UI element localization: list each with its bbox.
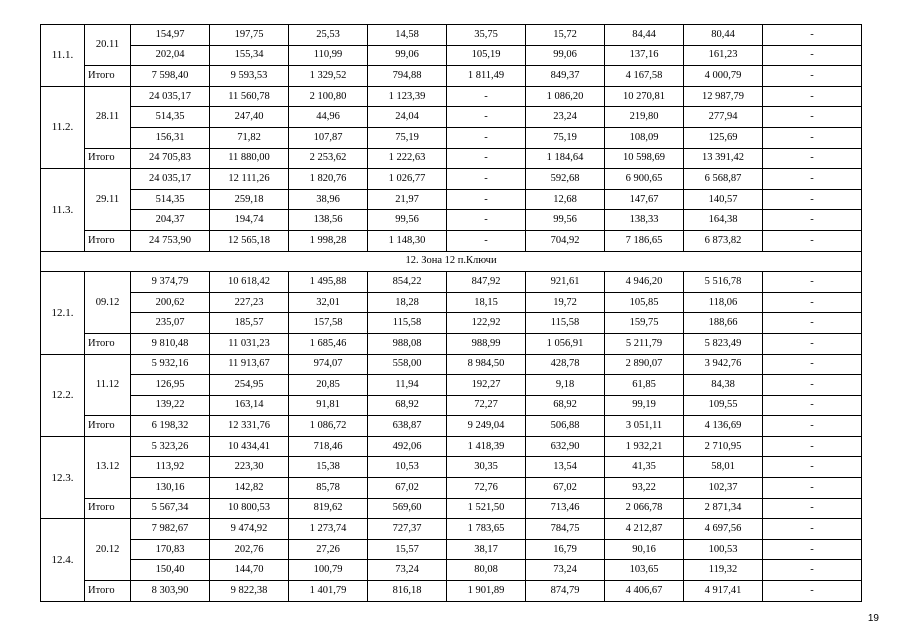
total-label: Итого — [85, 581, 131, 602]
value-cell: 1 820,76 — [289, 169, 368, 190]
value-cell: 14,58 — [368, 25, 447, 46]
value-cell: 24 035,17 — [131, 86, 210, 107]
total-value-cell: 988,99 — [447, 333, 526, 354]
total-label: Итого — [85, 66, 131, 87]
section-row — [41, 251, 862, 272]
value-cell: 20,85 — [289, 375, 368, 396]
value-cell: 514,35 — [131, 107, 210, 128]
value-cell: 155,34 — [210, 45, 289, 66]
value-cell: 1 123,39 — [368, 86, 447, 107]
data-table — [40, 24, 862, 602]
value-cell: 68,92 — [526, 395, 605, 416]
value-cell: 15,72 — [526, 25, 605, 46]
value-cell: 99,06 — [368, 45, 447, 66]
value-cell: 5 516,78 — [684, 272, 763, 293]
total-value-cell: 1 998,28 — [289, 230, 368, 251]
value-cell: 137,16 — [605, 45, 684, 66]
total-value-cell: 5 567,34 — [131, 498, 210, 519]
value-cell: 4 697,56 — [684, 519, 763, 540]
total-value-cell: 9 822,38 — [210, 581, 289, 602]
value-cell: 18,28 — [368, 292, 447, 313]
date-cell: 20.11 — [85, 25, 131, 66]
table-row — [41, 519, 862, 540]
total-value-cell: 12 331,76 — [210, 416, 289, 437]
value-cell: 974,07 — [289, 354, 368, 375]
value-cell: 142,82 — [210, 478, 289, 499]
value-cell: 854,22 — [368, 272, 447, 293]
total-value-cell: 10 800,53 — [210, 498, 289, 519]
total-row — [41, 148, 862, 169]
total-value-cell: 1 056,91 — [526, 333, 605, 354]
value-cell: 718,46 — [289, 436, 368, 457]
value-cell: 118,06 — [684, 292, 763, 313]
value-cell: 3 942,76 — [684, 354, 763, 375]
value-cell: 428,78 — [526, 354, 605, 375]
table-body — [41, 25, 862, 602]
total-value-cell: - — [763, 498, 862, 519]
value-cell: 219,80 — [605, 107, 684, 128]
value-cell: 85,78 — [289, 478, 368, 499]
value-cell: 157,58 — [289, 313, 368, 334]
total-row — [41, 66, 862, 87]
value-cell: - — [763, 457, 862, 478]
value-cell: 115,58 — [368, 313, 447, 334]
table-row — [41, 313, 862, 334]
total-value-cell: - — [763, 581, 862, 602]
value-cell: - — [763, 395, 862, 416]
table-row — [41, 107, 862, 128]
total-value-cell: - — [447, 230, 526, 251]
value-cell: - — [763, 272, 862, 293]
total-value-cell: 638,87 — [368, 416, 447, 437]
value-cell: 154,97 — [131, 25, 210, 46]
value-cell: 21,97 — [368, 189, 447, 210]
value-cell: 30,35 — [447, 457, 526, 478]
table-row — [41, 127, 862, 148]
value-cell: 1 273,74 — [289, 519, 368, 540]
total-value-cell: 12 565,18 — [210, 230, 289, 251]
table-row — [41, 436, 862, 457]
value-cell: 84,38 — [684, 375, 763, 396]
table-row — [41, 560, 862, 581]
total-value-cell: 2 871,34 — [684, 498, 763, 519]
value-cell: - — [447, 86, 526, 107]
total-value-cell: - — [447, 148, 526, 169]
value-cell: 15,38 — [289, 457, 368, 478]
value-cell: 75,19 — [526, 127, 605, 148]
value-cell: 126,95 — [131, 375, 210, 396]
total-value-cell: 4 167,58 — [605, 66, 684, 87]
total-value-cell: 9 593,53 — [210, 66, 289, 87]
value-cell: 254,95 — [210, 375, 289, 396]
total-value-cell: - — [763, 416, 862, 437]
value-cell: - — [763, 127, 862, 148]
total-value-cell: 10 598,69 — [605, 148, 684, 169]
value-cell: 514,35 — [131, 189, 210, 210]
value-cell: 72,27 — [447, 395, 526, 416]
value-cell: 10 434,41 — [210, 436, 289, 457]
value-cell: 192,27 — [447, 375, 526, 396]
value-cell: - — [763, 189, 862, 210]
total-value-cell: 1 184,64 — [526, 148, 605, 169]
table-row — [41, 210, 862, 231]
total-value-cell: - — [763, 230, 862, 251]
value-cell: 119,32 — [684, 560, 763, 581]
total-value-cell: 6 198,32 — [131, 416, 210, 437]
value-cell: 122,92 — [447, 313, 526, 334]
value-cell: 202,76 — [210, 539, 289, 560]
value-cell: 130,16 — [131, 478, 210, 499]
total-value-cell: 1 901,89 — [447, 581, 526, 602]
row-id: 12.1. — [41, 272, 85, 354]
value-cell: 4 212,87 — [605, 519, 684, 540]
total-value-cell: 713,46 — [526, 498, 605, 519]
value-cell: 5 323,26 — [131, 436, 210, 457]
value-cell: 99,06 — [526, 45, 605, 66]
value-cell: 11 560,78 — [210, 86, 289, 107]
table-row — [41, 539, 862, 560]
value-cell: 68,92 — [368, 395, 447, 416]
row-id: 11.1. — [41, 25, 85, 87]
table-row — [41, 375, 862, 396]
value-cell: 41,35 — [605, 457, 684, 478]
row-id: 12.4. — [41, 519, 85, 601]
value-cell: 492,06 — [368, 436, 447, 457]
value-cell: 140,57 — [684, 189, 763, 210]
total-value-cell: 874,79 — [526, 581, 605, 602]
value-cell: - — [763, 354, 862, 375]
value-cell: 9 474,92 — [210, 519, 289, 540]
total-value-cell: 11 880,00 — [210, 148, 289, 169]
value-cell: 102,37 — [684, 478, 763, 499]
total-value-cell: 3 051,11 — [605, 416, 684, 437]
value-cell: 11,94 — [368, 375, 447, 396]
table-row — [41, 457, 862, 478]
value-cell: 558,00 — [368, 354, 447, 375]
value-cell: 247,40 — [210, 107, 289, 128]
value-cell: 93,22 — [605, 478, 684, 499]
value-cell: 58,01 — [684, 457, 763, 478]
total-label: Итого — [85, 333, 131, 354]
value-cell: 10 618,42 — [210, 272, 289, 293]
date-cell: 29.11 — [85, 169, 131, 231]
value-cell: 139,22 — [131, 395, 210, 416]
table-row — [41, 354, 862, 375]
value-cell: - — [763, 86, 862, 107]
total-value-cell: 24 705,83 — [131, 148, 210, 169]
date-cell: 11.12 — [85, 354, 131, 416]
total-value-cell: 8 303,90 — [131, 581, 210, 602]
value-cell: 632,90 — [526, 436, 605, 457]
value-cell: 1 026,77 — [368, 169, 447, 190]
total-row — [41, 498, 862, 519]
value-cell: - — [447, 127, 526, 148]
total-value-cell: 819,62 — [289, 498, 368, 519]
value-cell: 100,53 — [684, 539, 763, 560]
section-title: 12. Зона 12 п.Ключи — [41, 251, 862, 272]
date-cell: 09.12 — [85, 272, 131, 334]
value-cell: 103,65 — [605, 560, 684, 581]
value-cell: 67,02 — [368, 478, 447, 499]
total-value-cell: 11 031,23 — [210, 333, 289, 354]
value-cell: 15,57 — [368, 539, 447, 560]
total-value-cell: 9 249,04 — [447, 416, 526, 437]
value-cell: 105,19 — [447, 45, 526, 66]
total-value-cell: 5 211,79 — [605, 333, 684, 354]
value-cell: 105,85 — [605, 292, 684, 313]
value-cell: 784,75 — [526, 519, 605, 540]
value-cell: - — [447, 210, 526, 231]
value-cell: 921,61 — [526, 272, 605, 293]
total-value-cell: 7 186,65 — [605, 230, 684, 251]
value-cell: 80,44 — [684, 25, 763, 46]
value-cell: 24 035,17 — [131, 169, 210, 190]
value-cell: 71,82 — [210, 127, 289, 148]
value-cell: 38,17 — [447, 539, 526, 560]
value-cell: 7 982,67 — [131, 519, 210, 540]
total-value-cell: 24 753,90 — [131, 230, 210, 251]
value-cell: 159,75 — [605, 313, 684, 334]
value-cell: 73,24 — [526, 560, 605, 581]
value-cell: 38,96 — [289, 189, 368, 210]
total-value-cell: 569,60 — [368, 498, 447, 519]
value-cell: 16,79 — [526, 539, 605, 560]
value-cell: 1 495,88 — [289, 272, 368, 293]
total-value-cell: 1 148,30 — [368, 230, 447, 251]
value-cell: 6 900,65 — [605, 169, 684, 190]
total-value-cell: - — [763, 333, 862, 354]
value-cell: - — [447, 189, 526, 210]
total-row — [41, 230, 862, 251]
total-label: Итого — [85, 148, 131, 169]
value-cell: 188,66 — [684, 313, 763, 334]
total-row — [41, 416, 862, 437]
value-cell: 99,56 — [526, 210, 605, 231]
total-value-cell: 4 136,69 — [684, 416, 763, 437]
value-cell: 277,94 — [684, 107, 763, 128]
value-cell: 67,02 — [526, 478, 605, 499]
total-value-cell: 506,88 — [526, 416, 605, 437]
total-label: Итого — [85, 416, 131, 437]
total-label: Итого — [85, 230, 131, 251]
date-cell: 13.12 — [85, 436, 131, 498]
total-value-cell: 2 066,78 — [605, 498, 684, 519]
value-cell: 13,54 — [526, 457, 605, 478]
value-cell: 2 100,80 — [289, 86, 368, 107]
total-value-cell: 988,08 — [368, 333, 447, 354]
row-id: 12.2. — [41, 354, 85, 436]
value-cell: 108,09 — [605, 127, 684, 148]
total-value-cell: 1 222,63 — [368, 148, 447, 169]
total-value-cell: 704,92 — [526, 230, 605, 251]
value-cell: 161,23 — [684, 45, 763, 66]
value-cell: 2 890,07 — [605, 354, 684, 375]
total-row — [41, 333, 862, 354]
value-cell: 19,72 — [526, 292, 605, 313]
total-value-cell: - — [763, 148, 862, 169]
value-cell: 4 946,20 — [605, 272, 684, 293]
table-row — [41, 86, 862, 107]
total-value-cell: 1 401,79 — [289, 581, 368, 602]
value-cell: 18,15 — [447, 292, 526, 313]
value-cell: - — [763, 436, 862, 457]
value-cell: 847,92 — [447, 272, 526, 293]
value-cell: 109,55 — [684, 395, 763, 416]
value-cell: 197,75 — [210, 25, 289, 46]
total-value-cell: - — [763, 66, 862, 87]
value-cell: 107,87 — [289, 127, 368, 148]
value-cell: 9,18 — [526, 375, 605, 396]
value-cell: 259,18 — [210, 189, 289, 210]
total-value-cell: 816,18 — [368, 581, 447, 602]
value-cell: 61,85 — [605, 375, 684, 396]
value-cell: 200,62 — [131, 292, 210, 313]
value-cell: 10,53 — [368, 457, 447, 478]
row-id: 11.2. — [41, 86, 85, 168]
total-label: Итого — [85, 498, 131, 519]
value-cell: 27,26 — [289, 539, 368, 560]
table-row — [41, 292, 862, 313]
value-cell: - — [447, 107, 526, 128]
row-id: 11.3. — [41, 169, 85, 251]
value-cell: 1 086,20 — [526, 86, 605, 107]
value-cell: 80,08 — [447, 560, 526, 581]
value-cell: 75,19 — [368, 127, 447, 148]
table-row — [41, 395, 862, 416]
total-value-cell: 849,37 — [526, 66, 605, 87]
total-value-cell: 1 329,52 — [289, 66, 368, 87]
value-cell: 156,31 — [131, 127, 210, 148]
value-cell: - — [763, 169, 862, 190]
value-cell: 170,83 — [131, 539, 210, 560]
value-cell: 11 913,67 — [210, 354, 289, 375]
value-cell: 100,79 — [289, 560, 368, 581]
value-cell: 8 984,50 — [447, 354, 526, 375]
value-cell: 6 568,87 — [684, 169, 763, 190]
table-row — [41, 45, 862, 66]
value-cell: 144,70 — [210, 560, 289, 581]
value-cell: 110,99 — [289, 45, 368, 66]
total-value-cell: 2 253,62 — [289, 148, 368, 169]
row-id: 12.3. — [41, 436, 85, 518]
value-cell: 35,75 — [447, 25, 526, 46]
page-number: 19 — [867, 613, 879, 624]
total-value-cell: 794,88 — [368, 66, 447, 87]
value-cell: 91,81 — [289, 395, 368, 416]
value-cell: - — [763, 25, 862, 46]
value-cell: 44,96 — [289, 107, 368, 128]
value-cell: - — [763, 560, 862, 581]
total-value-cell: 4 917,41 — [684, 581, 763, 602]
date-cell: 20.12 — [85, 519, 131, 581]
total-value-cell: 1 685,46 — [289, 333, 368, 354]
table-row — [41, 189, 862, 210]
value-cell: 185,57 — [210, 313, 289, 334]
value-cell: 163,14 — [210, 395, 289, 416]
value-cell: 125,69 — [684, 127, 763, 148]
value-cell: 32,01 — [289, 292, 368, 313]
value-cell: 1 932,21 — [605, 436, 684, 457]
value-cell: 1 418,39 — [447, 436, 526, 457]
value-cell: 9 374,79 — [131, 272, 210, 293]
value-cell: - — [763, 292, 862, 313]
value-cell: 202,04 — [131, 45, 210, 66]
value-cell: 115,58 — [526, 313, 605, 334]
value-cell: 138,33 — [605, 210, 684, 231]
value-cell: 235,07 — [131, 313, 210, 334]
value-cell: - — [763, 539, 862, 560]
value-cell: - — [763, 107, 862, 128]
value-cell: 84,44 — [605, 25, 684, 46]
value-cell: 204,37 — [131, 210, 210, 231]
table-row — [41, 25, 862, 46]
value-cell: 99,56 — [368, 210, 447, 231]
total-value-cell: 9 810,48 — [131, 333, 210, 354]
value-cell: 727,37 — [368, 519, 447, 540]
total-row — [41, 581, 862, 602]
value-cell: 164,38 — [684, 210, 763, 231]
total-value-cell: 1 811,49 — [447, 66, 526, 87]
value-cell: 12,68 — [526, 189, 605, 210]
total-value-cell: 1 086,72 — [289, 416, 368, 437]
value-cell: 147,67 — [605, 189, 684, 210]
value-cell: 5 932,16 — [131, 354, 210, 375]
table-row — [41, 478, 862, 499]
value-cell: 592,68 — [526, 169, 605, 190]
value-cell: 12 987,79 — [684, 86, 763, 107]
value-cell: 138,56 — [289, 210, 368, 231]
value-cell: 90,16 — [605, 539, 684, 560]
value-cell: - — [763, 519, 862, 540]
value-cell: 72,76 — [447, 478, 526, 499]
value-cell: 25,53 — [289, 25, 368, 46]
value-cell: 227,23 — [210, 292, 289, 313]
value-cell: 150,40 — [131, 560, 210, 581]
value-cell: 1 783,65 — [447, 519, 526, 540]
total-value-cell: 4 000,79 — [684, 66, 763, 87]
total-value-cell: 6 873,82 — [684, 230, 763, 251]
value-cell: 2 710,95 — [684, 436, 763, 457]
value-cell: 12 111,26 — [210, 169, 289, 190]
value-cell: 194,74 — [210, 210, 289, 231]
value-cell: - — [763, 375, 862, 396]
date-cell: 28.11 — [85, 86, 131, 148]
value-cell: 73,24 — [368, 560, 447, 581]
value-cell: 113,92 — [131, 457, 210, 478]
value-cell: 24,04 — [368, 107, 447, 128]
total-value-cell: 4 406,67 — [605, 581, 684, 602]
value-cell: - — [763, 478, 862, 499]
table-row — [41, 272, 862, 293]
value-cell: - — [763, 210, 862, 231]
value-cell: 99,19 — [605, 395, 684, 416]
value-cell: - — [763, 45, 862, 66]
value-cell: - — [447, 169, 526, 190]
table-row — [41, 169, 862, 190]
value-cell: 223,30 — [210, 457, 289, 478]
total-value-cell: 13 391,42 — [684, 148, 763, 169]
total-value-cell: 1 521,50 — [447, 498, 526, 519]
total-value-cell: 5 823,49 — [684, 333, 763, 354]
value-cell: 10 270,81 — [605, 86, 684, 107]
total-value-cell: 7 598,40 — [131, 66, 210, 87]
value-cell: - — [763, 313, 862, 334]
value-cell: 23,24 — [526, 107, 605, 128]
